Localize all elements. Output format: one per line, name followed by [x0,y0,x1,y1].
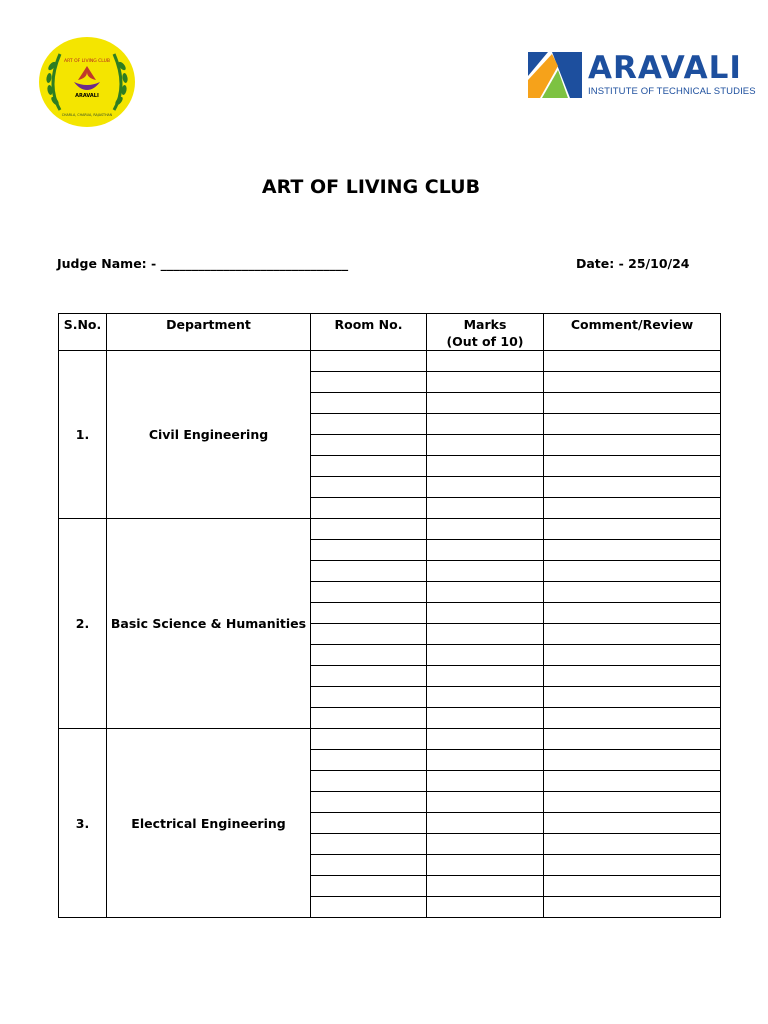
comment-cell[interactable] [544,750,721,771]
marks-cell[interactable] [427,582,544,603]
comment-cell[interactable] [544,645,721,666]
header-department: Department [107,314,311,351]
comment-cell[interactable] [544,456,721,477]
brand-name: ARAVALI [588,50,742,86]
sno-cell: 3. [59,729,107,918]
logo-text-top: ART OF LIVING CLUB [64,59,110,64]
marks-cell[interactable] [427,834,544,855]
header-room: Room No. [311,314,427,351]
comment-cell[interactable] [544,876,721,897]
comment-cell[interactable] [544,435,721,456]
room-cell[interactable] [311,498,427,519]
marks-cell[interactable] [427,813,544,834]
comment-cell[interactable] [544,603,721,624]
comment-cell[interactable] [544,582,721,603]
room-cell[interactable] [311,645,427,666]
marks-cell[interactable] [427,750,544,771]
comment-cell[interactable] [544,708,721,729]
judge-name-line: Judge Name: - ______________________________ [57,256,349,271]
comment-cell[interactable] [544,687,721,708]
marks-cell[interactable] [427,645,544,666]
marks-cell[interactable] [427,855,544,876]
table-row [59,729,721,750]
room-cell[interactable] [311,393,427,414]
department-cell: Basic Science & Humanities [107,519,311,729]
department-cell: Electrical Engineering [107,729,311,918]
room-cell[interactable] [311,372,427,393]
marks-cell[interactable] [427,792,544,813]
marks-cell[interactable] [427,372,544,393]
marks-cell[interactable] [427,708,544,729]
comment-cell[interactable] [544,393,721,414]
room-cell[interactable] [311,435,427,456]
comment-cell[interactable] [544,666,721,687]
comment-cell[interactable] [544,897,721,918]
marks-cell[interactable] [427,729,544,750]
marks-cell[interactable] [427,687,544,708]
aravali-logo [528,50,756,98]
marks-cell[interactable] [427,498,544,519]
comment-cell[interactable] [544,834,721,855]
room-cell[interactable] [311,456,427,477]
room-cell[interactable] [311,750,427,771]
comment-cell[interactable] [544,771,721,792]
table-row [59,351,721,372]
comment-cell[interactable] [544,477,721,498]
logo-text-bottom: CHARLA, CHARUA, RAJASTHAN [61,113,113,117]
date-line: Date: - 25/10/24 [576,256,690,271]
marks-cell[interactable] [427,414,544,435]
marks-cell[interactable] [427,456,544,477]
comment-cell[interactable] [544,540,721,561]
comment-cell[interactable] [544,729,721,750]
header-comment: Comment/Review [544,314,721,351]
header-marks [427,314,544,351]
room-cell[interactable] [311,582,427,603]
marks-cell[interactable] [427,477,544,498]
room-cell[interactable] [311,351,427,372]
marks-cell[interactable] [427,876,544,897]
evaluation-table [58,313,721,918]
comment-cell[interactable] [544,561,721,582]
room-cell[interactable] [311,540,427,561]
comment-cell[interactable] [544,351,721,372]
table-row [59,519,721,540]
comment-cell[interactable] [544,519,721,540]
marks-cell[interactable] [427,519,544,540]
marks-cell[interactable] [427,771,544,792]
department-cell: Civil Engineering [107,351,311,519]
room-cell[interactable] [311,624,427,645]
marks-cell[interactable] [427,540,544,561]
comment-cell[interactable] [544,414,721,435]
header-marks-line1: Marks [463,317,507,332]
room-cell[interactable] [311,876,427,897]
room-cell[interactable] [311,855,427,876]
room-cell[interactable] [311,792,427,813]
marks-cell[interactable] [427,666,544,687]
comment-cell[interactable] [544,624,721,645]
room-cell[interactable] [311,414,427,435]
sno-cell: 1. [59,351,107,519]
room-cell[interactable] [311,771,427,792]
room-cell[interactable] [311,813,427,834]
room-cell[interactable] [311,666,427,687]
comment-cell[interactable] [544,813,721,834]
marks-cell[interactable] [427,603,544,624]
room-cell[interactable] [311,519,427,540]
header-sno: S.No. [59,314,107,351]
marks-cell[interactable] [427,624,544,645]
marks-cell[interactable] [427,351,544,372]
marks-cell[interactable] [427,561,544,582]
room-cell[interactable] [311,603,427,624]
comment-cell[interactable] [544,498,721,519]
comment-cell[interactable] [544,792,721,813]
comment-cell[interactable] [544,855,721,876]
sno-cell: 2. [59,519,107,729]
room-cell[interactable] [311,561,427,582]
brand-subtitle: INSTITUTE OF TECHNICAL STUDIES [588,86,756,97]
logo-text-middle: ARAVALI [75,93,99,99]
page-title: ART OF LIVING CLUB [261,176,481,198]
marks-cell[interactable] [427,897,544,918]
room-cell[interactable] [311,477,427,498]
room-cell[interactable] [311,897,427,918]
table-header-row [59,314,721,351]
header-marks-line2: (Out of 10) [446,334,524,349]
comment-cell[interactable] [544,372,721,393]
aravali-mark-icon [528,52,582,98]
marks-cell[interactable] [427,393,544,414]
room-cell[interactable] [311,708,427,729]
marks-cell[interactable] [427,435,544,456]
room-cell[interactable] [311,687,427,708]
club-logo [38,36,136,128]
room-cell[interactable] [311,834,427,855]
room-cell[interactable] [311,729,427,750]
